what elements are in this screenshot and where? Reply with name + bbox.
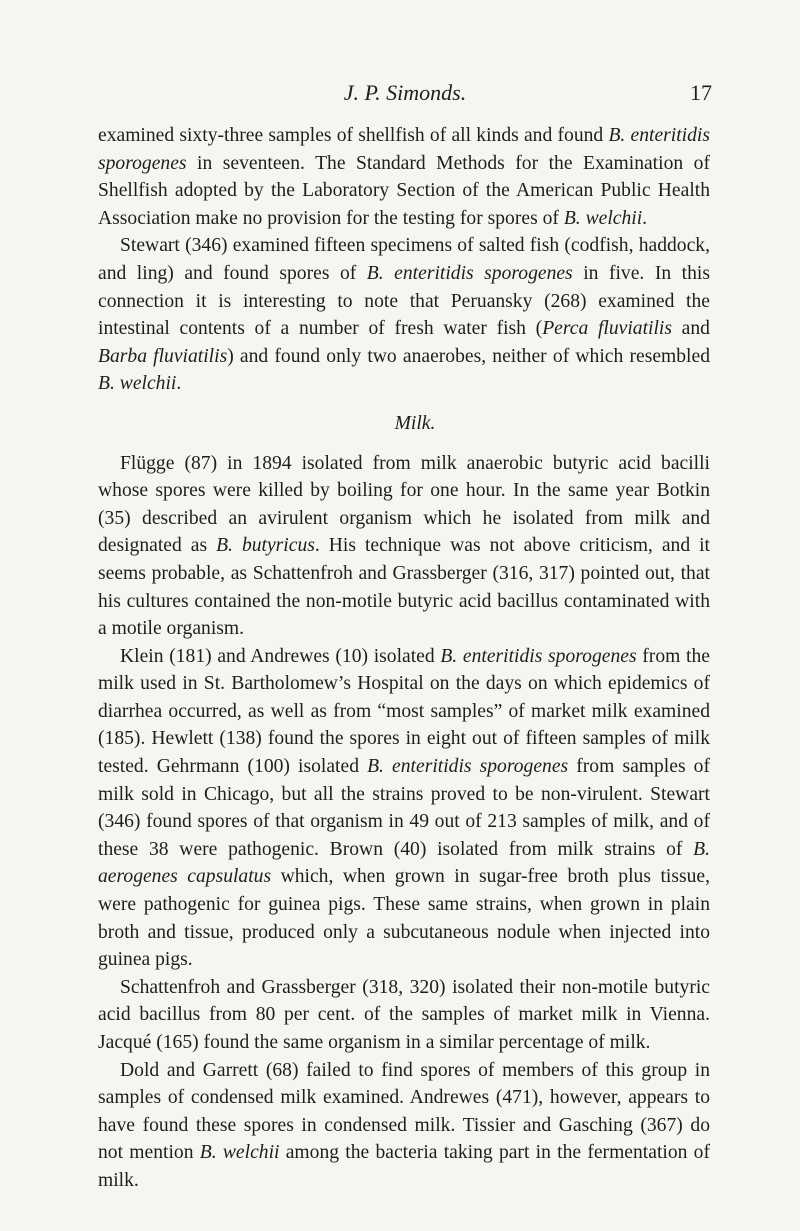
text-run: Klein (181) and Andrewes (10) isolated <box>120 645 441 667</box>
header-author: J. P. Simonds. <box>343 80 467 105</box>
paragraph-shellfish <box>98 122 710 232</box>
running-header <box>98 80 712 110</box>
text-run: Dold and Garrett (68) failed to find spores of members of this group in samples of condensed milk examined. Andrewes (471), however, appears to have found these spores in condensed milk. Tissier and Gasching (367) do not mention <box>98 1059 710 1164</box>
text-run: ) and found only two anaerobes, neither of which resembled <box>227 345 710 367</box>
page-body <box>98 122 710 1195</box>
text-run: . His technique was not above criticism, and it seems probable, as Schattenfroh and Grassberger (316, 317) pointed out, that his cultures contained the non-motile butyric acid bacillus contaminated with a motile organism. <box>98 535 710 640</box>
species-name: B. aerogenes capsulatus <box>98 838 710 888</box>
text-run: . <box>176 373 182 395</box>
text-run: from samples of milk sold in Chicago, but all the strains proved to be non-virulent. Stewart (346) found spores of that organism in 49 out of 213 samples of milk, and of these 38 were pathogenic. Brown (40) isolated from milk strains of <box>98 756 710 860</box>
text-run: among the bacteria taking part in the fermentation of milk. <box>98 1142 710 1191</box>
species-name: B. welchii <box>199 1142 280 1164</box>
paragraph-salted-fish <box>98 232 710 398</box>
species-name: B. enteritidis sporogenes <box>440 645 637 667</box>
species-name: Perca fluviatilis <box>542 318 672 340</box>
paragraph-schattenfroh <box>98 974 710 1057</box>
species-name: B. enteritidis sporogenes <box>98 125 710 174</box>
text-run: Schattenfroh and Grassberger (318, 320) isolated their non-motile butyric acid bacillus from 80 per cent. of the samples of market milk in Vienna. Jacqué (165) found the same organism in a similar percentage of milk. <box>98 976 710 1053</box>
page-number: 17 <box>690 80 712 105</box>
text-run: Flügge (87) in 1894 isolated from milk anaerobic butyric acid bacilli whose spores were killed by boiling for one hour. In the same year Botkin (35) described an avirulent organism which he isolated from milk and designated as <box>98 452 710 557</box>
species-name: Barba fluviatilis <box>98 345 228 367</box>
species-name: B. enteritidis sporogenes <box>366 262 573 284</box>
text-run: from the milk used in St. Bartholomew’s Hospital on the days on which epidemics of diarrhea occurred, as well as from “most samples” of market milk examined (185). Hewlett (138) found the spores in eight out of fifteen samples of milk tested. Gehrmann (100) isolated <box>98 645 710 778</box>
text-run: in five. In this connection it is interesting to note that Peruansky (268) examined the intestinal contents of a number of fresh water fish ( <box>98 262 710 340</box>
paragraph-dold <box>98 1057 710 1195</box>
paragraph-klein <box>98 643 710 974</box>
section-heading-milk: Milk. <box>394 412 436 434</box>
species-name: B. enteritidis sporogenes <box>367 756 569 778</box>
text-run: which, when grown in sugar-free broth plus tissue, were pathogenic for guinea pigs. These same strains, when grown in plain broth and tissue, produced only a subcutaneous nodule when injected into guinea pigs. <box>98 866 710 971</box>
species-name: B. welchii <box>563 207 643 229</box>
text-run: in seventeen. The Standard Methods for the Examination of Shellfish adopted by the Laboratory Section of the American Public Health Association make no provision for the testing for spores of <box>98 152 710 229</box>
species-name: B. butyricus <box>216 535 315 557</box>
text-run: and <box>671 318 710 340</box>
text-run: examined sixty-three samples of shellfish of all kinds and found <box>98 125 609 146</box>
text-run: . <box>642 207 648 229</box>
text-run: Stewart (346) examined fifteen specimens of salted fish (codfish, haddock, and ling) and found spores of <box>98 235 710 284</box>
paragraph-flugge <box>98 450 710 643</box>
species-name: B. welchii <box>98 373 177 395</box>
